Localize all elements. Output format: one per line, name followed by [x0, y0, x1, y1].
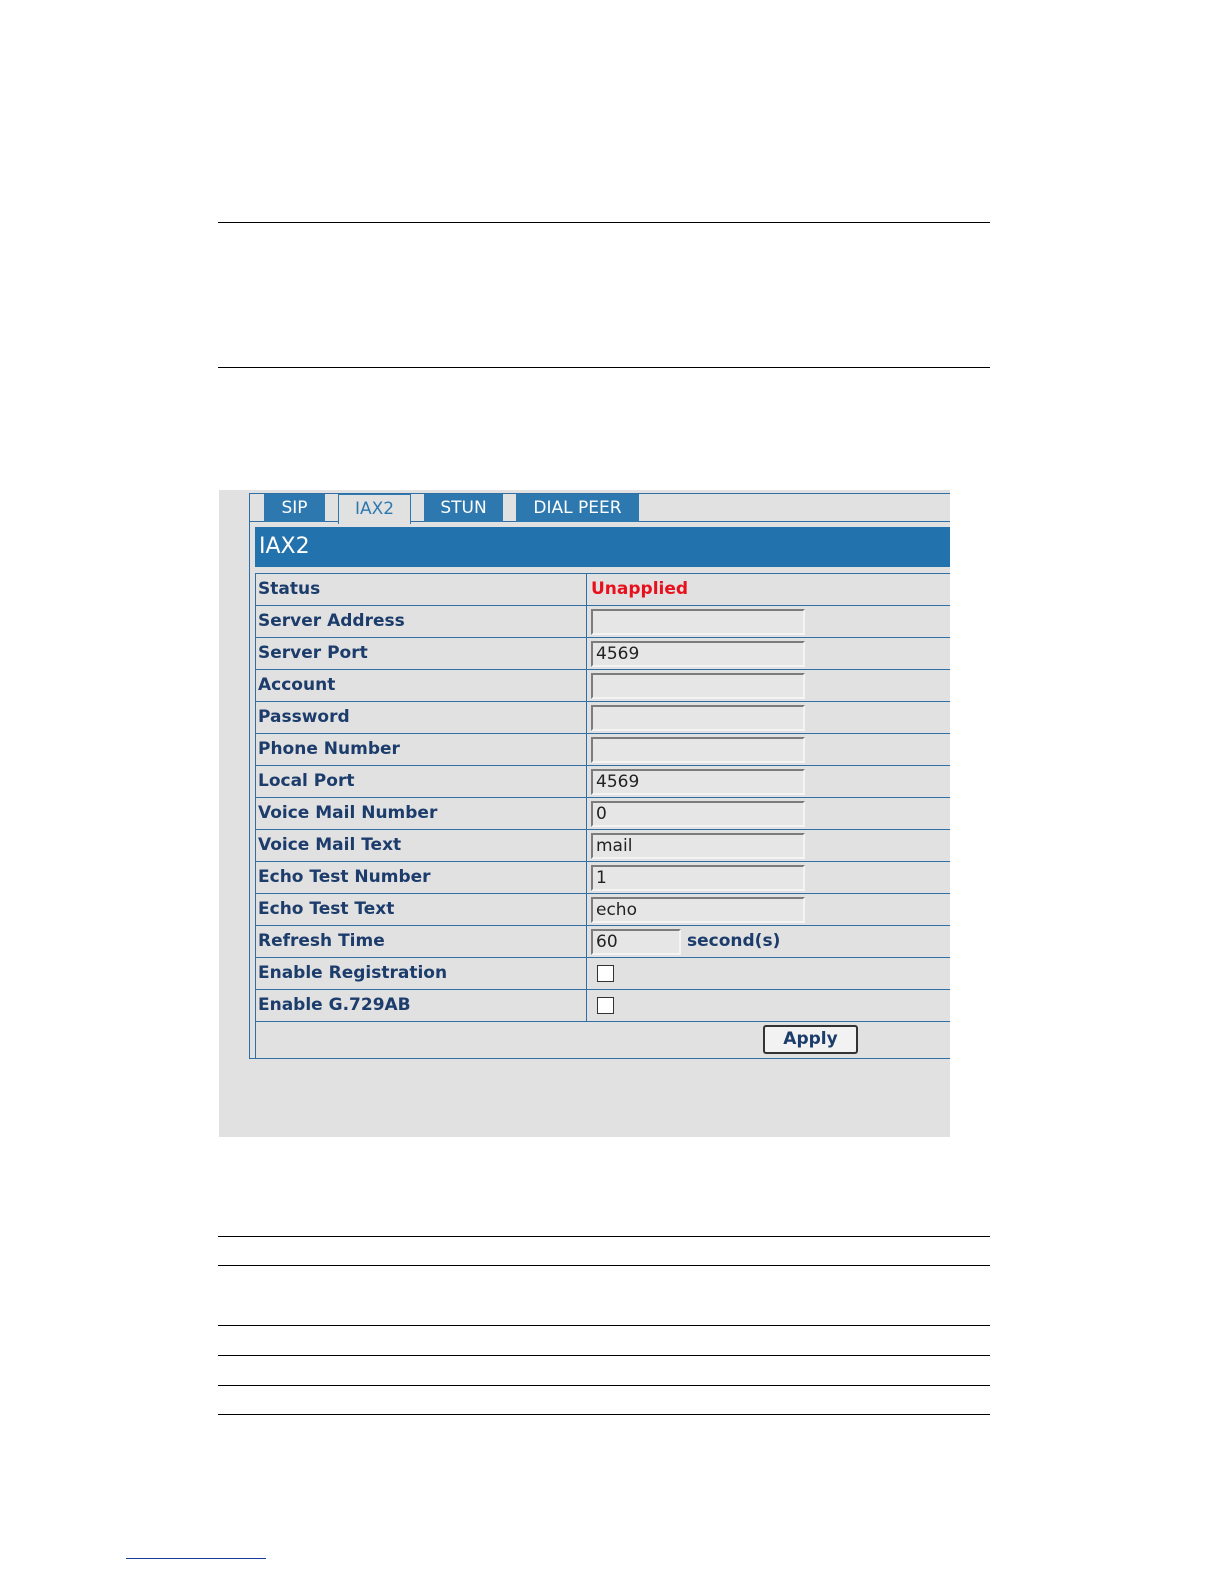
password-input[interactable]	[591, 705, 805, 731]
phone-number-input[interactable]	[591, 737, 805, 763]
echo-test-text-row	[256, 894, 950, 926]
divider-bottom-3	[218, 1325, 990, 1326]
apply-row	[256, 1022, 950, 1059]
voice-mail-text-label: Voice Mail Text	[256, 830, 587, 861]
status-label: Status	[256, 574, 587, 605]
server-port-row	[256, 638, 950, 670]
enable-registration-checkbox[interactable]	[597, 965, 614, 982]
echo-test-number-row	[256, 862, 950, 894]
server-address-input[interactable]	[591, 609, 805, 635]
iax2-config-screenshot	[219, 490, 950, 1137]
local-port-input[interactable]: 4569	[591, 769, 805, 795]
voice-mail-text-input[interactable]: mail	[591, 833, 805, 859]
status-row	[256, 574, 950, 606]
voice-mail-number-row	[256, 798, 950, 830]
account-input[interactable]	[591, 673, 805, 699]
echo-test-number-label: Echo Test Number	[256, 862, 587, 893]
server-address-label: Server Address	[256, 606, 587, 637]
settings-table	[255, 573, 950, 1059]
password-label: Password	[256, 702, 587, 733]
phone-number-row	[256, 734, 950, 766]
server-address-row	[256, 606, 950, 638]
password-row	[256, 702, 950, 734]
refresh-time-unit: second(s)	[687, 931, 781, 951]
enable-registration-label: Enable Registration	[256, 958, 587, 989]
voice-mail-number-input[interactable]: 0	[591, 801, 805, 827]
refresh-time-row	[256, 926, 950, 958]
tab-sip[interactable]: SIP	[264, 494, 325, 522]
echo-test-text-input[interactable]: echo	[591, 897, 805, 923]
divider-bottom-2	[218, 1265, 990, 1266]
refresh-time-input[interactable]: 60	[591, 929, 681, 955]
enable-g729ab-row	[256, 990, 950, 1022]
footnote-rule	[126, 1558, 266, 1559]
enable-g729ab-checkbox[interactable]	[597, 997, 614, 1014]
enable-g729ab-label: Enable G.729AB	[256, 990, 587, 1021]
divider-top-1	[218, 222, 990, 223]
account-row	[256, 670, 950, 702]
voice-mail-text-row	[256, 830, 950, 862]
divider-bottom-5	[218, 1385, 990, 1386]
status-badge: Unapplied	[591, 579, 689, 599]
enable-registration-row	[256, 958, 950, 990]
tab-dial-peer[interactable]: DIAL PEER	[516, 494, 639, 522]
local-port-row	[256, 766, 950, 798]
echo-test-number-input[interactable]: 1	[591, 865, 805, 891]
divider-bottom-1	[218, 1236, 990, 1237]
divider-top-2	[218, 367, 990, 368]
form-title: IAX2	[255, 527, 950, 567]
echo-test-text-label: Echo Test Text	[256, 894, 587, 925]
server-port-input[interactable]: 4569	[591, 641, 805, 667]
server-port-label: Server Port	[256, 638, 587, 669]
account-label: Account	[256, 670, 587, 701]
local-port-label: Local Port	[256, 766, 587, 797]
tab-iax2[interactable]: IAX2	[338, 494, 411, 524]
voice-mail-number-label: Voice Mail Number	[256, 798, 587, 829]
apply-button[interactable]: Apply	[763, 1025, 858, 1054]
divider-bottom-4	[218, 1355, 990, 1356]
divider-bottom-6	[218, 1414, 990, 1415]
tab-stun[interactable]: STUN	[424, 494, 503, 522]
phone-number-label: Phone Number	[256, 734, 587, 765]
refresh-time-label: Refresh Time	[256, 926, 587, 957]
